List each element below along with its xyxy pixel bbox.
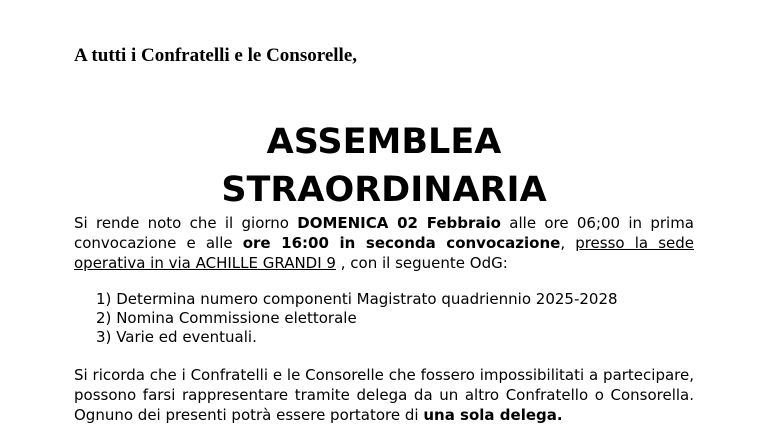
meeting-location: presso la sede operativa in via ACHILLE GRANDI 9 [74, 234, 694, 272]
agenda-item-text: Determina numero componenti Magistrato quadriennio 2025-2028 [116, 290, 618, 308]
paragraph2-text: Si ricorda che i Confratelli e le Consorelle che fossero impossibilitati a partecipare, possono farsi rappresentare tramite delega da un altro Confratello o Consorella. Ognuno dei presenti potrà essere portatore di [74, 366, 694, 424]
agenda-item-text: Nomina Commissione elettorale [116, 309, 357, 327]
paragraph1-text: Si rende noto che il giorno [74, 214, 298, 232]
paragraph1-text: alle ore 06;00 in prima convocazione e alle [74, 214, 694, 252]
title-line-2: STRAORDINARIA [221, 170, 547, 210]
agenda-item [96, 309, 618, 328]
meeting-day: DOMENICA 02 Febbraio [297, 214, 501, 232]
paragraph1-text: , con il seguente OdG: [335, 254, 508, 272]
agenda-item-number: 3) [96, 328, 112, 346]
agenda-item [96, 328, 618, 347]
delegation-paragraph [74, 365, 694, 425]
agenda-item-number: 1) [96, 290, 112, 308]
agenda-item [96, 290, 618, 309]
salutation: A tutti i Confratelli e le Consorelle, [74, 45, 358, 66]
title-line-1: ASSEMBLEA [266, 122, 502, 162]
agenda-item-number: 2) [96, 309, 112, 327]
paragraph1-text: , [560, 234, 576, 252]
agenda-list [96, 290, 618, 347]
announcement-paragraph [74, 213, 694, 273]
agenda-item-text: Varie ed eventuali. [116, 328, 257, 346]
delegation-limit: una sola delega. [423, 406, 563, 424]
meeting-time: ore 16:00 in seconda convocazione [242, 234, 561, 252]
